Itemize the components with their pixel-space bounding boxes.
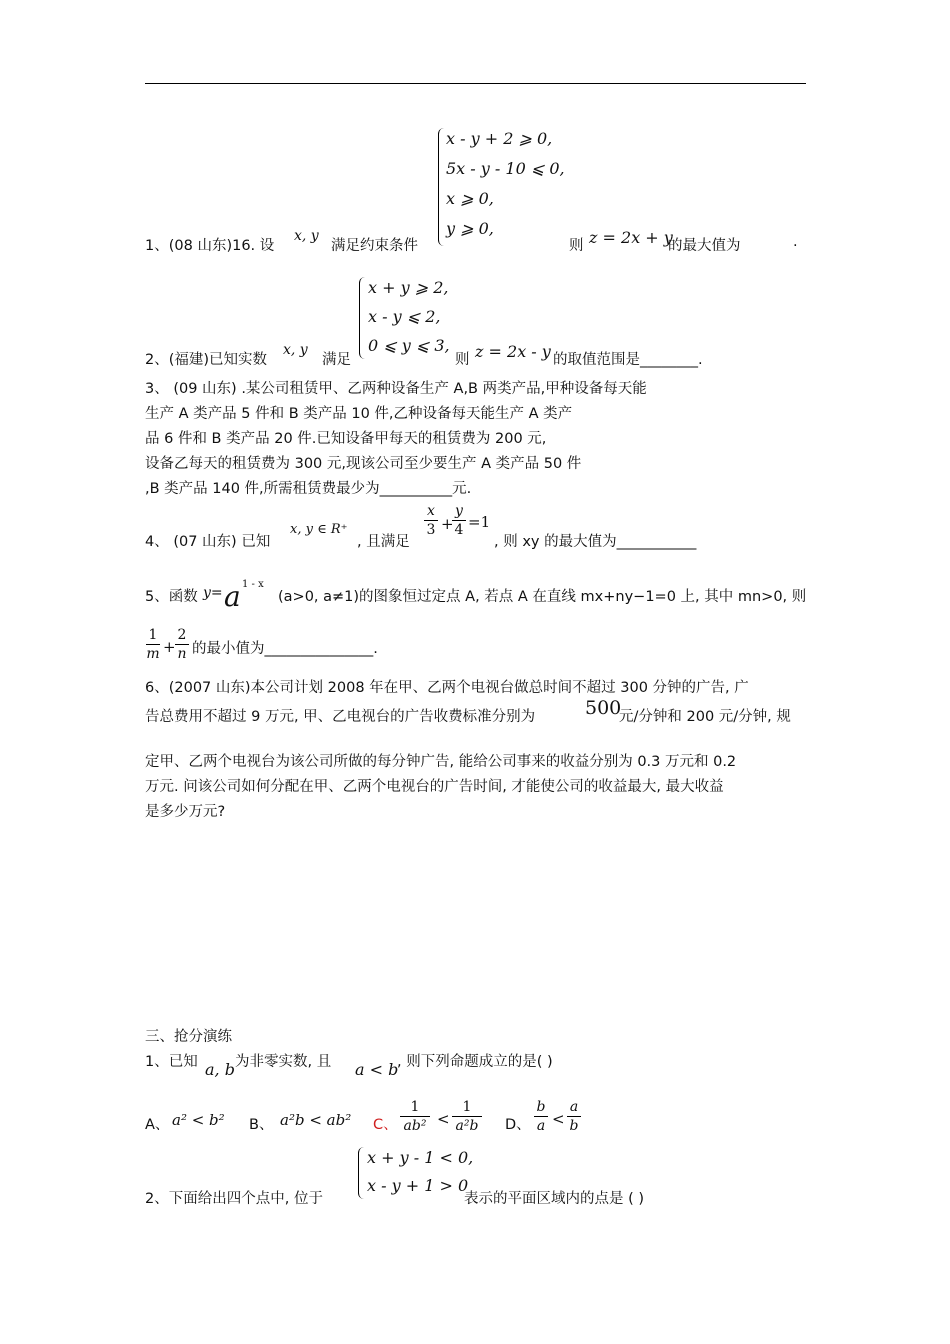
paragraph-line: 生产 A 类产品 5 件和 B 类产品 10 件,乙种设备每天能生产 A 类产 — [145, 406, 573, 422]
objective-function: z = 2x + y — [589, 228, 673, 247]
variables: a, b — [205, 1060, 235, 1079]
question-number: 2、下面给出四个点中, 位于 — [145, 1191, 323, 1207]
fraction — [424, 503, 438, 538]
paragraph-line: ,B 类产品 140 件,所需租赁费最少为__________元. — [145, 481, 472, 497]
question-text: 为非零实数, 且 — [235, 1054, 332, 1070]
numerator: a — [569, 1099, 579, 1115]
question-text: 满足 — [322, 352, 351, 368]
question-text: , 则 xy 的最大值为___________ — [494, 534, 697, 550]
paragraph-line: 告总费用不超过 9 万元, 甲、乙电视台的广告收费标准分别为 — [145, 709, 536, 725]
condition: a < b — [355, 1060, 399, 1079]
less-than: < — [437, 1110, 450, 1128]
denominator: ab² — [403, 1118, 427, 1134]
plus-sign: + — [163, 638, 176, 656]
fraction — [146, 627, 160, 662]
equation: =1 — [468, 513, 491, 531]
numerator: 1 — [148, 627, 158, 643]
constraint: 0 ⩽ y ⩽ 3, — [368, 336, 450, 355]
constraint: x ⩾ 0, — [446, 189, 494, 208]
question-text: 的取值范围是________. — [553, 352, 703, 368]
numerator: 2 — [177, 627, 187, 643]
less-than: < — [552, 1110, 565, 1128]
function-label: y= — [203, 585, 223, 601]
denominator: 4 — [454, 522, 464, 538]
question-text: 则 — [569, 238, 584, 254]
constraint: 5x - y - 10 ⩽ 0, — [446, 159, 565, 178]
paragraph-line: 元/分钟和 200 元/分钟, 规 — [619, 709, 791, 725]
question-text: 满足约束条件 — [331, 238, 418, 254]
numerator: 1 — [410, 1099, 420, 1115]
objective-function: z = 2x - y — [475, 342, 551, 361]
constraint: x - y ⩽ 2, — [368, 307, 441, 326]
fraction — [400, 1099, 430, 1134]
highlight-number: 500 — [585, 697, 622, 719]
denominator: m — [146, 646, 160, 662]
header-rule — [145, 83, 806, 84]
constraint: x - y + 2 ⩾ 0, — [446, 129, 553, 148]
paragraph-line: 品 6 件和 B 类产品 20 件.已知设备甲每天的租赁费为 200 元, — [145, 431, 547, 447]
fraction — [567, 1099, 581, 1134]
paragraph-line: 设备乙每天的租赁费为 300 元,现该公司至少要生产 A 类产品 50 件 — [145, 456, 582, 472]
fraction-bar — [452, 1116, 482, 1117]
option-expression: a²b < ab² — [280, 1111, 352, 1129]
option-label: B、 — [249, 1117, 274, 1133]
denominator: a — [536, 1118, 546, 1134]
fraction-bar — [567, 1116, 581, 1117]
option-label: C、 — [373, 1117, 398, 1133]
fraction-bar — [400, 1116, 430, 1117]
constraint: y ⩾ 0, — [446, 219, 494, 238]
numerator: 1 — [462, 1099, 472, 1115]
question-text: 则 — [455, 352, 470, 368]
fraction-bar — [534, 1116, 548, 1117]
section-title: 三、抢分演练 — [145, 1029, 232, 1045]
constraint: x + y ⩾ 2, — [368, 278, 449, 297]
denominator: 3 — [426, 522, 436, 538]
question-number: 1、(08 山东)16. 设 — [145, 238, 275, 254]
answer-blank: . — [793, 234, 798, 250]
numerator: b — [536, 1099, 546, 1115]
constraint: x + y - 1 < 0, — [367, 1148, 474, 1167]
question-number: 4、 (07 山东) 已知 — [145, 534, 271, 550]
fraction — [452, 503, 466, 538]
brace — [438, 128, 445, 246]
question-number: 2、(福建)已知实数 — [145, 352, 268, 368]
fraction-bar — [175, 644, 189, 645]
brace — [358, 1147, 365, 1199]
fraction — [534, 1099, 548, 1134]
fraction-bar — [452, 520, 466, 521]
exponent: 1 - x — [242, 579, 264, 590]
denominator: b — [569, 1118, 579, 1134]
denominator: a²b — [455, 1118, 479, 1134]
variables: x, y — [294, 228, 319, 244]
base: a — [224, 580, 241, 613]
option-label: D、 — [505, 1117, 531, 1133]
question-text: 的最小值为_______________. — [192, 641, 378, 657]
plus-sign: + — [441, 515, 454, 533]
fraction-bar — [424, 520, 438, 521]
paragraph-line: 定甲、乙两个电视台为该公司所做的每分钟广告, 能给公司事来的收益分别为 0.3 万元和 0.2 — [145, 754, 737, 770]
numerator: x — [427, 503, 435, 519]
question-text: 的最大值为 — [668, 238, 741, 254]
constraint: x - y + 1 > 0 — [367, 1176, 469, 1195]
question-number: 5、函数 — [145, 589, 198, 605]
question-text: , 且满足 — [357, 534, 410, 550]
brace — [359, 277, 366, 359]
paragraph-line: 6、(2007 山东)本公司计划 2008 年在甲、乙两个电视台做总时间不超过 300 分钟的广告, 广 — [145, 680, 749, 696]
variables: x, y — [283, 342, 308, 358]
paragraph-line: 万元. 问该公司如何分配在甲、乙两个电视台的广告时间, 才能使公司的收益最大, 最大收益 — [145, 779, 724, 795]
question-text: , 则下列命题成立的是( ) — [397, 1054, 553, 1070]
condition: x, y ∈ R⁺ — [290, 522, 348, 537]
numerator: y — [455, 503, 463, 519]
question-text: (a>0, a≠1)的图象恒过定点 A, 若点 A 在直线 mx+ny−1=0 上, 其中 mn>0, 则 — [278, 589, 807, 605]
question-number: 1、已知 — [145, 1054, 198, 1070]
fraction — [175, 627, 189, 662]
paragraph-line: 3、 (09 山东) .某公司租赁甲、乙两种设备生产 A,B 两类产品,甲种设备每天能 — [145, 381, 647, 397]
option-expression: a² < b² — [172, 1111, 225, 1129]
option-label: A、 — [145, 1117, 170, 1133]
question-text: 表示的平面区域内的点是 ( ) — [464, 1191, 645, 1207]
paragraph-line: 是多少万元? — [145, 804, 226, 820]
fraction — [452, 1099, 482, 1134]
denominator: n — [177, 646, 187, 662]
fraction-bar — [146, 644, 160, 645]
